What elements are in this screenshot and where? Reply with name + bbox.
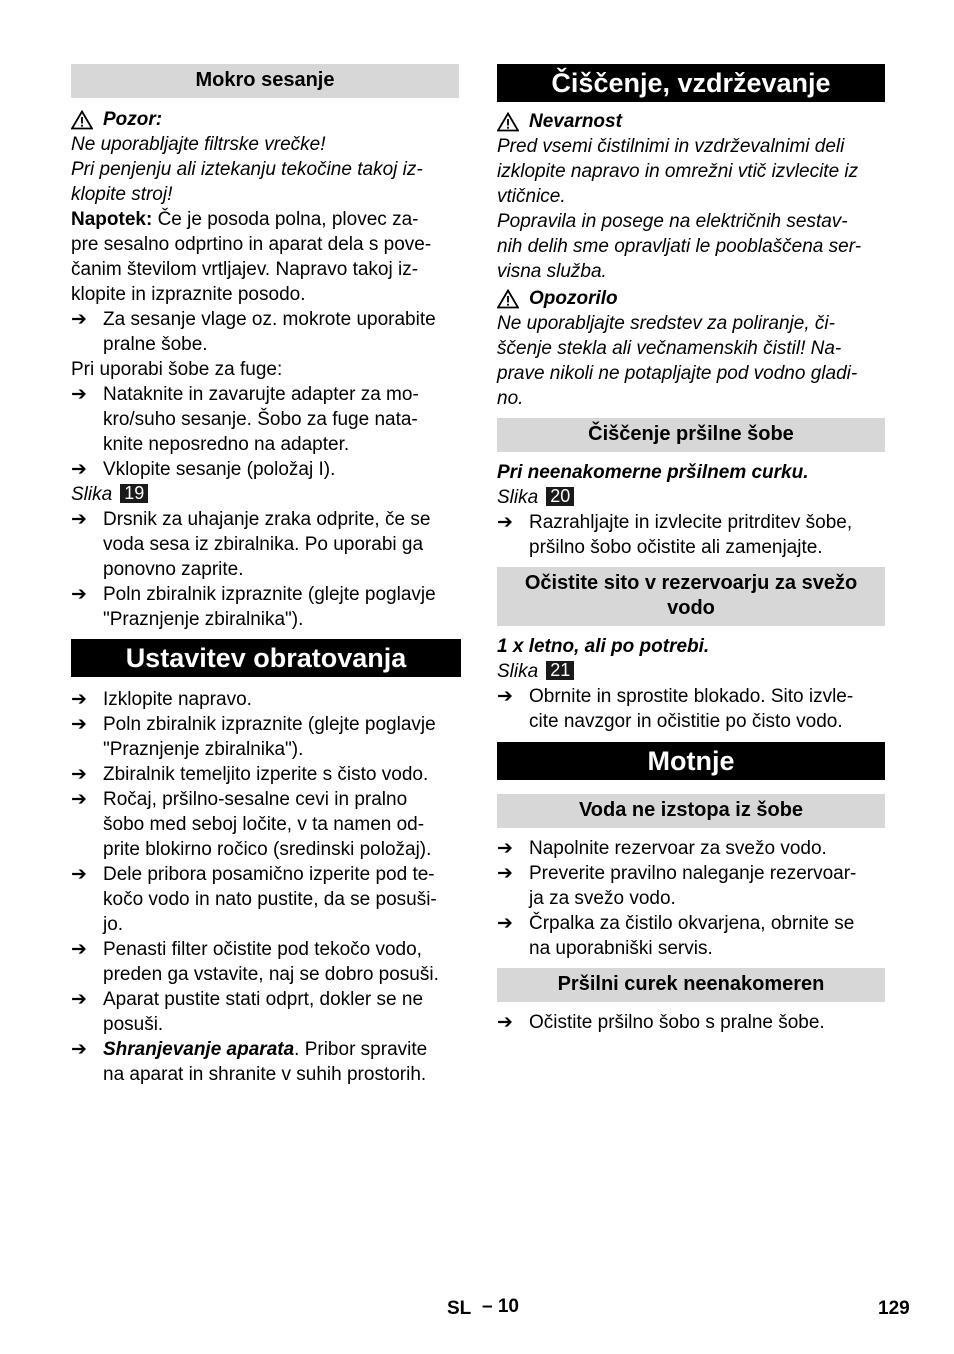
text-line: Ne uporabljajte filtrske vrečke! [71,134,326,155]
figure-number-badge: 20 [546,487,574,506]
subheading: 1 x letno, ali po potrebi. [497,636,710,657]
arrow-right-icon: ➔ [497,863,513,884]
arrow-right-icon: ➔ [71,1039,87,1060]
list-item: ➔ Razrahljajte in izvlecite pritrditev šobe, pršilno šobo očistite ali zamenjajte. [497,512,853,558]
note-line: Napotek: Če je posoda polna, plovec za- [71,209,419,230]
figure-reference: Slika 20 [497,485,885,510]
arrow-right-icon: ➔ [71,764,87,785]
section-heading-mokro-sesanje: Mokro sesanje [71,64,459,98]
warning-opozorilo: Opozorilo [497,286,885,311]
list-item: ➔ Shranjevanje aparata. Pribor spravite na aparat in shranite v suhih prostorih. [71,1039,428,1085]
list-item: ➔ Dele pribora posamično izperite pod te- kočo vodo in nato pustite, da se posuši- jo. [71,864,437,935]
section-heading-sito: Očistite sito v rezervoarju za svežo vodo [497,567,885,626]
text-line: Popravila in posege na električnih sestav- [497,211,848,232]
section-heading-ciscenje: Čiščenje, vzdrževanje [497,64,885,102]
note-label: Napotek: [71,209,153,230]
footer-page-number: 129 [878,1298,910,1319]
warning-pozor: Pozor: [71,107,459,132]
text-line: vtičnice. [497,186,566,207]
text-line: nih delih sme opravljati le pooblaščena ser- [497,236,862,257]
list-item: ➔ Zbiralnik temeljito izperite s čisto vodo. [71,764,429,785]
arrow-right-icon: ➔ [497,913,513,934]
arrow-right-icon: ➔ [71,689,87,710]
text-line: Pred vsemi čistilnimi in vzdrževalnimi deli [497,136,845,157]
list-item: ➔ Poln zbiralnik izpraznite (glejte poglavje "Praznjenje zbiralnika"). [71,714,436,760]
list-item: ➔ Obrnite in sprostite blokado. Sito izvle- cite navzgor in očistitie po čisto vodo. [497,686,854,732]
list-item: ➔ Nataknite in zavarujte adapter za mo- kro/suho sesanje. Šobo za fuge nata- knite neposredno na adapter. [71,384,419,455]
arrow-right-icon: ➔ [497,686,513,707]
section-heading-motnje: Motnje [497,742,885,780]
figure-reference: Slika 21 [497,659,885,684]
figure-reference: Slika 19 [71,482,459,507]
arrow-right-icon: ➔ [71,509,87,530]
list-item: ➔ Aparat pustite stati odprt, dokler se ne posuši. [71,989,424,1035]
footer-language: SL [447,1298,472,1319]
section-heading-prsilne-sobe: Čiščenje pršilne šobe [497,418,885,452]
text-line: no. [497,388,524,409]
list-item: ➔ Očistite pršilno šobo s pralne šobe. [497,1012,825,1033]
arrow-right-icon: ➔ [71,939,87,960]
warning-icon [71,110,93,130]
text-line: izklopite napravo in omrežni vtič izvlecite iz [497,161,859,182]
text-line: pre sesalno odprtino in aparat dela s pove- [71,234,432,255]
text-line: ščenje stekla ali večnamenskih čistil! Na- [497,338,842,359]
warning-icon [497,112,519,132]
arrow-right-icon: ➔ [71,864,87,885]
emphasis-term: Shranjevanje aparata [103,1039,295,1060]
right-column [497,64,885,1035]
subheading: Pri neenakomerne pršilnem curku. [497,462,809,483]
arrow-right-icon: ➔ [71,989,87,1010]
list-item: ➔ Poln zbiralnik izpraznite (glejte poglavje "Praznjenje zbiralnika"). [71,584,436,630]
list-item: ➔ Preverite pravilno naleganje rezervoar- ja za svežo vodo. [497,863,857,909]
text-line: prave nikoli ne potapljajte pod vodno gladi- [497,363,858,384]
arrow-right-icon: ➔ [71,789,87,810]
arrow-right-icon: ➔ [497,1012,513,1033]
text-line: klopite in izpraznite posodo. [71,284,306,305]
footer-local-page-number: – 10 [482,1296,519,1317]
figure-number-badge: 19 [120,484,148,503]
text-line: visna služba. [497,261,607,282]
arrow-right-icon: ➔ [71,459,87,480]
section-heading-prsilni-curek: Pršilni curek neenakomeren [497,968,885,1002]
arrow-right-icon: ➔ [71,309,87,330]
section-heading-voda-ne-izstopa: Voda ne izstopa iz šobe [497,794,885,828]
text-line: Pri penjenju ali iztekanju tekočine takoj iz- [71,159,423,180]
list-item: ➔ Izklopite napravo. [71,689,252,710]
left-column [71,64,459,1087]
arrow-right-icon: ➔ [71,384,87,405]
section-heading-ustavitev: Ustavitev obratovanja [71,639,461,677]
arrow-right-icon: ➔ [71,584,87,605]
list-item: ➔ Penasti filter očistite pod tekočo vodo, preden ga vstavite, naj se dobro posuši. [71,939,439,985]
list-item: ➔ Napolnite rezervoar za svežo vodo. [497,838,827,859]
figure-number-badge: 21 [546,661,574,680]
warning-nevarnost: Nevarnost [497,109,885,134]
list-item: ➔ Črpalka za čistilo okvarjena, obrnite se na uporabniški servis. [497,913,855,959]
list-item: ➔ Vklopite sesanje (položaj I). [71,459,336,480]
list-item: ➔ Drsnik za uhajanje zraka odprite, če se voda sesa iz zbiralnika. Po uporabi ga ponovno zaprite. [71,509,431,580]
warning-icon [497,289,519,309]
arrow-right-icon: ➔ [497,838,513,859]
list-item: ➔ Za sesanje vlage oz. mokrote uporabite pralne šobe. [71,309,436,355]
text-line: Pri uporabi šobe za fuge: [71,359,283,380]
arrow-right-icon: ➔ [71,714,87,735]
list-item: ➔ Ročaj, pršilno-sesalne cevi in pralno šobo med seboj ločite, v ta namen od- prite blokirno ročico (sredinski položaj). [71,789,432,860]
arrow-right-icon: ➔ [497,512,513,533]
text-line: Ne uporabljajte sredstev za poliranje, či- [497,313,835,334]
text-line: klopite stroj! [71,184,173,205]
text-line: čanim številom vrtljajev. Napravo takoj iz- [71,259,419,280]
